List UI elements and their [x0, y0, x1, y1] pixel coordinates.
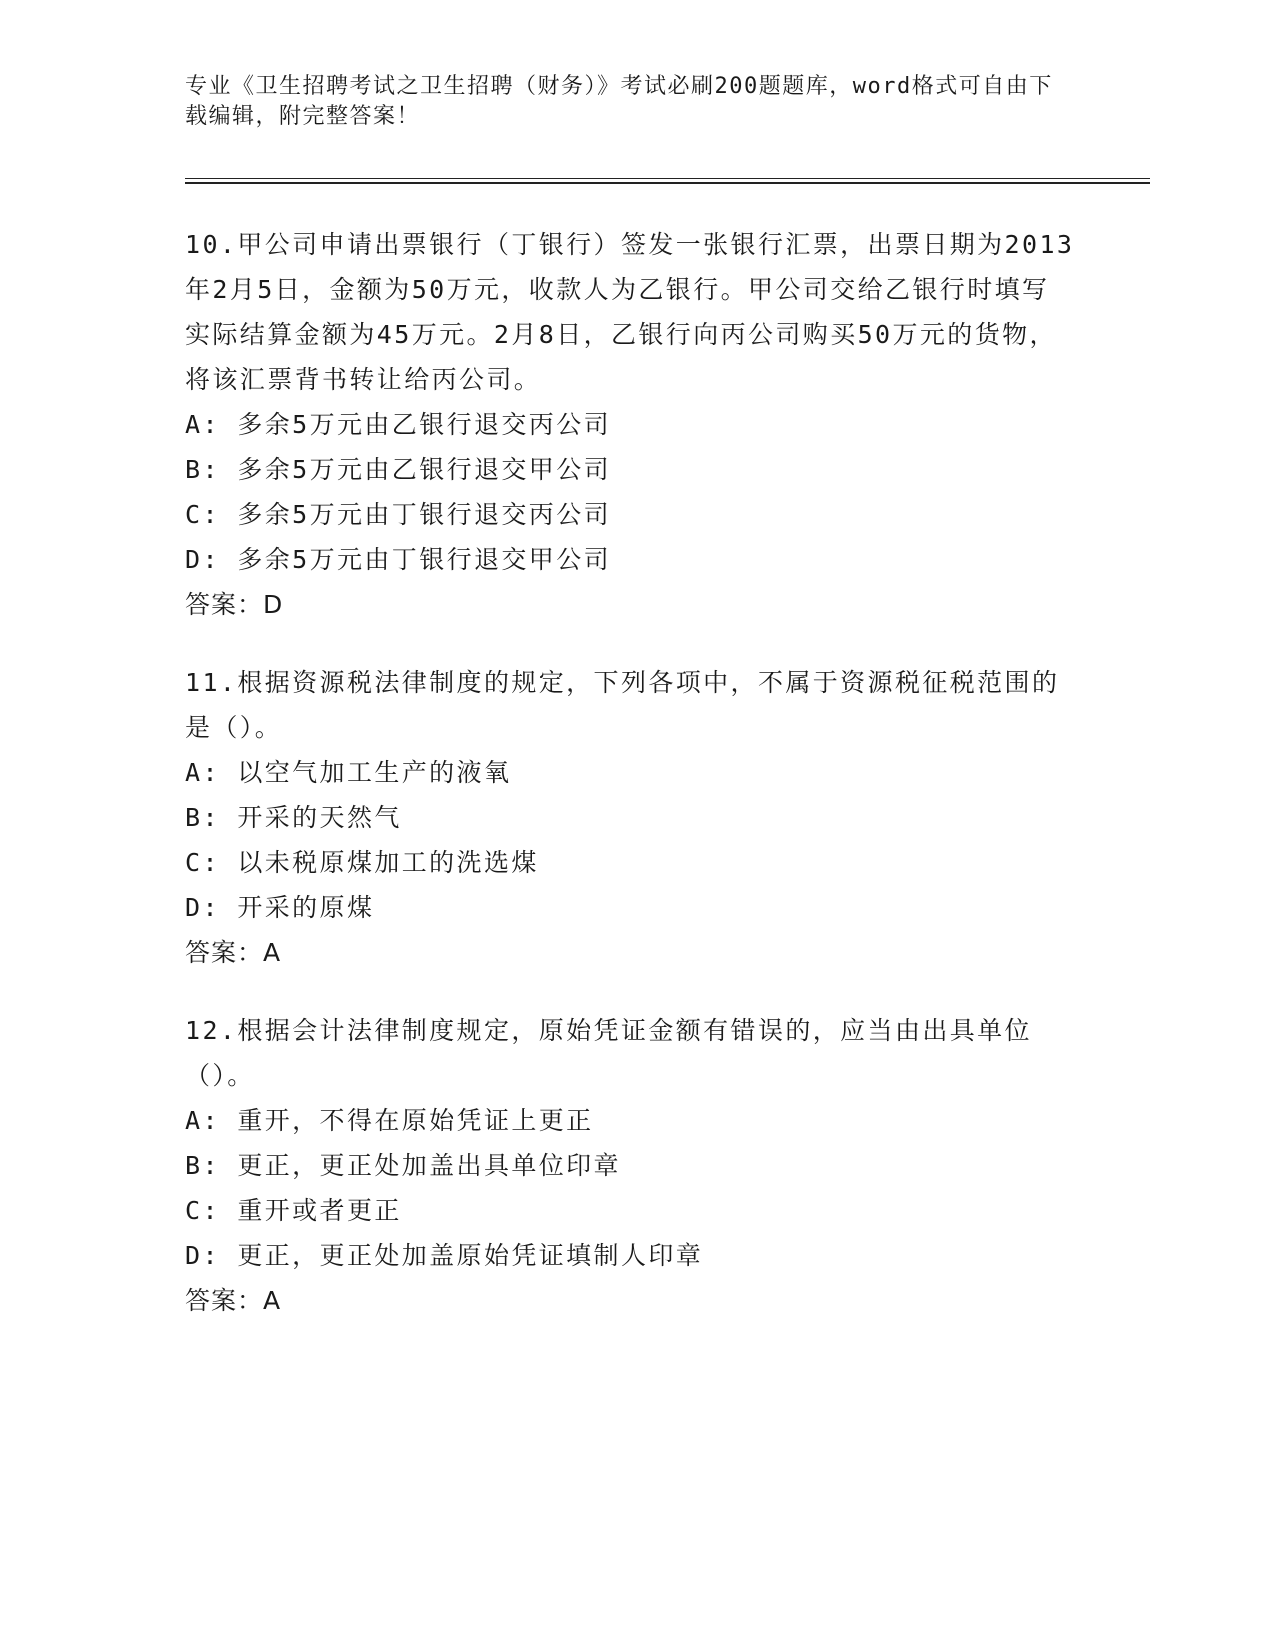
option-c: C: 多余5万元由丁银行退交丙公司	[185, 500, 612, 529]
header-divider-thin	[185, 178, 1150, 179]
option-c: C: 以未税原煤加工的洗选煤	[185, 848, 539, 877]
question-11	[185, 660, 1075, 975]
option-a: A: 重开，不得在原始凭证上更正	[185, 1106, 594, 1135]
answer-line: 答案：D	[185, 590, 284, 619]
option-d: D: 更正，更正处加盖原始凭证填制人印章	[185, 1241, 704, 1270]
option-c: C: 重开或者更正	[185, 1196, 402, 1225]
option-b: B: 更正，更正处加盖出具单位印章	[185, 1151, 621, 1180]
answer-line: 答案：A	[185, 1286, 282, 1315]
header-divider-thick	[185, 182, 1150, 184]
option-d: D: 开采的原煤	[185, 893, 375, 922]
question-stem: 12.根据会计法律制度规定，原始凭证金额有错误的，应当由出具单位（）。	[185, 1016, 1032, 1090]
option-d: D: 多余5万元由丁银行退交甲公司	[185, 545, 612, 574]
question-stem: 10.甲公司申请出票银行（丁银行）签发一张银行汇票，出票日期为2013年2月5日，金额为50万元，收款人为乙银行。甲公司交给乙银行时填写实际结算金额为45万元。2月8日，乙银行向丙公司购买50万元的货物，将该汇票背书转让给丙公司。	[185, 230, 1075, 394]
question-10	[185, 222, 1075, 627]
question-12	[185, 1008, 1075, 1323]
option-b: B: 开采的天然气	[185, 803, 402, 832]
question-stem: 11.根据资源税法律制度的规定，下列各项中，不属于资源税征税范围的是（）。	[185, 668, 1060, 742]
option-a: A: 以空气加工生产的液氧	[185, 758, 512, 787]
answer-line: 答案：A	[185, 938, 282, 967]
header-note: 专业《卫生招聘考试之卫生招聘（财务）》考试必刷200题题库，word格式可自由下载编辑，附完整答案！	[185, 74, 1053, 129]
option-a: A: 多余5万元由乙银行退交丙公司	[185, 410, 612, 439]
option-b: B: 多余5万元由乙银行退交甲公司	[185, 455, 612, 484]
